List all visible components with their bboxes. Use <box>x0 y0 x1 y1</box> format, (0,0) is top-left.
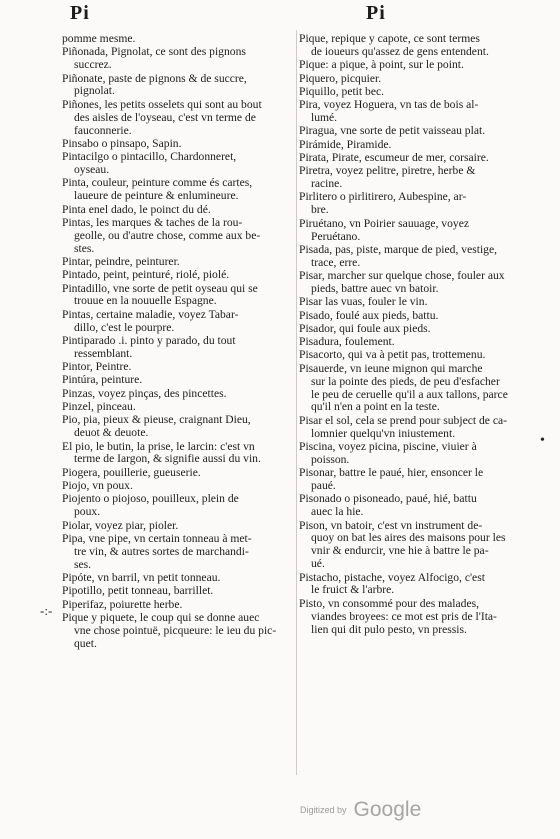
entry-headline: Pisto, vn consommé pour des malades, <box>299 596 480 610</box>
entry-headline: Pipa, vne pipe, vn certain tonneau à met- <box>62 531 252 545</box>
dictionary-entry <box>62 269 294 282</box>
entry-continuation: de ioueurs qu'assez de gens entendent. <box>311 44 489 58</box>
entry-continuation: lien qui dit pulo pesto, vn pressis. <box>311 622 467 636</box>
dictionary-entry <box>299 165 527 191</box>
entry-headline: Pio, pia, pieux & pieuse, craignant Dieu, <box>62 413 251 427</box>
entry-continuation: pieds, battre auec vn batoir. <box>311 281 439 295</box>
entry-continuation: pignolat. <box>74 84 115 98</box>
dictionary-entry <box>299 244 527 270</box>
dictionary-entry <box>62 361 294 374</box>
left-column <box>62 33 294 651</box>
entry-headline: Piscina, voyez picina, piscine, viuier à <box>299 439 477 453</box>
entry-continuation: viandes broyees: ce mot est pris de l'Ita- <box>311 609 497 623</box>
entry-continuation: Peruétano. <box>311 229 361 243</box>
entry-continuation: tre vin, & autres sortes de marchandi- <box>74 544 249 558</box>
dictionary-entry <box>62 138 294 151</box>
entry-continuation: racine. <box>311 177 343 191</box>
footer-brand-logo: Google <box>353 798 422 821</box>
entry-headline: Pintor, Peintre. <box>62 360 132 374</box>
entry-headline: Piruétano, vn Poirier sauuage, voyez <box>299 216 469 230</box>
entry-continuation: terme de Iargon, & signifie aussi du vin. <box>74 452 261 466</box>
entry-continuation: fauconnerie. <box>74 123 132 137</box>
dictionary-entry <box>62 441 294 467</box>
entry-continuation: oyseau. <box>74 163 110 177</box>
dictionary-entry <box>62 151 294 177</box>
entry-headline: Pintas, les marques & taches de la rou- <box>62 215 243 229</box>
dictionary-entry <box>62 599 294 612</box>
dictionary-entry <box>299 349 527 362</box>
dictionary-entry <box>299 191 527 217</box>
dictionary-entry <box>299 336 527 349</box>
entry-headline: Pintiparado .i. pinto y parado, du tout <box>62 333 236 347</box>
entry-continuation: ses. <box>74 557 92 571</box>
entry-headline: Pirata, Pirate, escumeur de mer, corsaire. <box>299 150 489 164</box>
entry-continuation: le peu de ceruelle qu'il a aux tallons, parce <box>311 387 508 401</box>
dictionary-entry <box>62 374 294 387</box>
dictionary-entry <box>299 598 527 637</box>
entry-continuation: lomnier quelqu'vn iniustement. <box>311 426 456 440</box>
dictionary-entry <box>62 46 294 72</box>
entry-headline: Pisar, marcher sur quelque chose, fouler aux <box>299 269 505 282</box>
entry-headline: Pisada, pas, piste, marque de pied, vestige, <box>299 242 498 256</box>
margin-dot: • <box>540 433 545 448</box>
entry-headline: Pisonado o pisoneado, paué, hié, battu <box>299 492 477 506</box>
dictionary-entry <box>62 480 294 493</box>
dictionary-entry <box>299 73 527 86</box>
right-column <box>299 33 527 637</box>
entry-headline: Piragua, vne sorte de petit vaisseau plat. <box>299 124 486 138</box>
dictionary-entry <box>62 309 294 335</box>
dictionary-entry <box>62 493 294 519</box>
footer-watermark <box>300 798 421 822</box>
entry-headline: Piñones, les petits osselets qui sont au bout <box>62 97 262 111</box>
dictionary-entry <box>299 152 527 165</box>
entry-continuation: bre. <box>311 203 329 217</box>
entry-headline: El pio, le butin, la prise, le larcin: c'est vn <box>62 439 255 453</box>
dictionary-entry <box>62 388 294 401</box>
entry-continuation: quoy on bat les aires des maisons pour les <box>311 531 506 545</box>
dictionary-entry <box>299 467 527 493</box>
entry-headline: Piolar, voyez piar, pioler. <box>62 518 179 532</box>
column-gutter <box>296 30 297 775</box>
dictionary-entry <box>299 218 527 244</box>
dictionary-entry <box>62 585 294 598</box>
entry-headline: Pique, repique y capote, ce sont termes <box>299 32 480 45</box>
entry-headline: Pipóte, vn barril, vn petit tonneau. <box>62 570 221 584</box>
dictionary-entry <box>62 467 294 480</box>
entry-headline: Pisonar, battre le paué, hier, ensoncer le <box>299 466 484 480</box>
dictionary-entry <box>62 177 294 203</box>
entry-continuation: poux. <box>74 505 101 519</box>
dictionary-entry <box>62 73 294 99</box>
footer-digitized-text: Digitized by <box>300 805 347 815</box>
entry-headline: Pisar el sol, cela se prend pour subject de ca- <box>299 413 507 427</box>
margin-mark: -:- <box>40 603 53 618</box>
entry-headline: Pisauerde, vn ieune mignon qui marche <box>299 361 483 375</box>
entry-headline: Pisar las vuas, fouler le vin. <box>299 295 428 309</box>
entry-continuation: lumé. <box>311 111 338 124</box>
entry-headline: Pirlitero o pirlitirero, Aubespine, ar- <box>299 190 467 204</box>
entry-headline: pomme mesme. <box>62 32 136 45</box>
entry-continuation: qu'il n'en a point en la teste. <box>311 400 440 414</box>
dictionary-entry <box>299 441 527 467</box>
entry-headline: Pistacho, pistache, voyez Alfocigo, c'est <box>299 570 485 584</box>
entry-headline: Pique y piquete, le coup qui se donne auec <box>62 610 260 624</box>
entry-continuation: vne chose pointuë, picqueure: le ieu du pic- <box>74 623 277 637</box>
running-head-left: Pi <box>70 2 90 24</box>
entry-headline: Piperifaz, poiurette herbe. <box>62 597 183 611</box>
dictionary-entry <box>299 323 527 336</box>
entry-headline: Piquero, picquier. <box>299 71 382 85</box>
dictionary-entry <box>62 256 294 269</box>
entry-headline: Pintúra, peinture. <box>62 373 143 387</box>
entry-headline: Pisadura, foulement. <box>299 335 395 349</box>
entry-headline: Pintas, certaine maladie, voyez Tabar- <box>62 307 239 321</box>
running-head-right: Pi <box>366 2 386 24</box>
entry-headline: Piquillo, petit bec. <box>299 84 385 98</box>
entry-continuation: succrez. <box>74 58 112 72</box>
entry-headline: Pisado, foulé aux pieds, battu. <box>299 308 439 322</box>
dictionary-entry <box>299 493 527 519</box>
entry-continuation: laueure de peinture & enlumineure. <box>74 189 239 203</box>
entry-continuation: ué. <box>311 557 325 571</box>
entry-continuation: dillo, c'est le pourpre. <box>74 320 175 334</box>
entry-headline: Pinta enel dado, le poinct du dé. <box>62 202 211 216</box>
entry-continuation: sur la pointe des pieds, de peu d'esfacher <box>311 374 500 388</box>
dictionary-entry <box>299 59 527 72</box>
entry-headline: Pique: a pique, à point, sur le point. <box>299 58 464 72</box>
dictionary-entry <box>299 363 527 415</box>
entry-headline: Pintadillo, vne sorte de petit oyseau qui se <box>62 281 258 295</box>
dictionary-entry <box>62 533 294 572</box>
dictionary-entry <box>299 86 527 99</box>
entry-headline: Pinta, couleur, peinture comme és cartes, <box>62 176 253 190</box>
dictionary-entry <box>62 204 294 217</box>
dictionary-entry <box>299 33 527 59</box>
dictionary-entry <box>62 33 294 46</box>
entry-headline: Pira, voyez Hoguera, vn tas de bois al- <box>299 98 479 112</box>
entry-headline: Piojo, vn poux. <box>62 479 133 493</box>
entry-headline: Piojento o piojoso, pouilleux, plein de <box>62 492 239 506</box>
dictionary-entry <box>299 270 527 296</box>
entry-continuation: vnir & endurcir, vne hie à battre le pa- <box>311 544 489 558</box>
entry-headline: Pison, vn batoir, c'est vn instrument de- <box>299 518 483 532</box>
entry-headline: Pinzel, pinceau. <box>62 400 136 414</box>
dictionary-entry <box>62 283 294 309</box>
entry-continuation: trace, erre. <box>311 255 361 269</box>
entry-continuation: trouue en la nouuelle Espagne. <box>74 294 217 308</box>
entry-continuation: geolle, ou d'autre chose, comme aux be- <box>74 228 261 242</box>
entry-continuation: stes. <box>74 241 95 255</box>
entry-continuation: paué. <box>311 479 336 493</box>
entry-continuation: poisson. <box>311 452 350 466</box>
dictionary-entry <box>299 125 527 138</box>
dictionary-entry <box>62 335 294 361</box>
dictionary-entry <box>299 415 527 441</box>
dictionary-entry <box>299 139 527 152</box>
dictionary-entry <box>62 612 294 651</box>
entry-headline: Pintado, peint, peinturé, riolé, piolé. <box>62 268 230 282</box>
entry-headline: Piñonate, paste de pignons & de succre, <box>62 71 247 85</box>
dictionary-entry <box>299 520 527 572</box>
dictionary-entry <box>62 99 294 138</box>
entry-headline: Pintar, peindre, peinturer. <box>62 254 180 268</box>
entry-headline: Pinzas, voyez pinças, des pincettes. <box>62 386 227 400</box>
entry-headline: Pintacilgo o pintacillo, Chardonneret, <box>62 150 237 164</box>
dictionary-entry <box>62 414 294 440</box>
entry-headline: Piretra, voyez pelitre, piretre, herbe & <box>299 164 476 178</box>
dictionary-entry <box>299 572 527 598</box>
dictionary-entry <box>299 296 527 309</box>
dictionary-entry <box>299 99 527 125</box>
entry-continuation: quet. <box>74 636 97 650</box>
entry-headline: Pisador, qui foule aux pieds. <box>299 321 431 335</box>
dictionary-entry <box>62 217 294 256</box>
entry-headline: Pisacorto, qui va à petit pas, trottemenu. <box>299 348 486 362</box>
dictionary-entry <box>62 572 294 585</box>
entry-continuation: deuot & deuote. <box>74 426 149 440</box>
entry-headline: Pinsabo o pinsapo, Sapin. <box>62 136 182 150</box>
dictionary-entry <box>62 401 294 414</box>
entry-continuation: le fruict & l'arbre. <box>311 583 395 597</box>
entry-headline: Pirámide, Piramide. <box>299 137 392 151</box>
dictionary-entry <box>299 310 527 323</box>
entry-continuation: ressemblant. <box>74 346 133 360</box>
dictionary-entry <box>62 520 294 533</box>
entry-headline: Pipotillo, petit tonneau, barrillet. <box>62 584 214 598</box>
entry-headline: Piñonada, Pignolat, ce sont des pignons <box>62 45 246 59</box>
entry-headline: Piogera, pouillerie, gueuserie. <box>62 465 201 479</box>
entry-continuation: auec la hie. <box>311 505 364 519</box>
entry-continuation: des aisles de l'oyseau, c'est vn terme de <box>74 110 256 124</box>
